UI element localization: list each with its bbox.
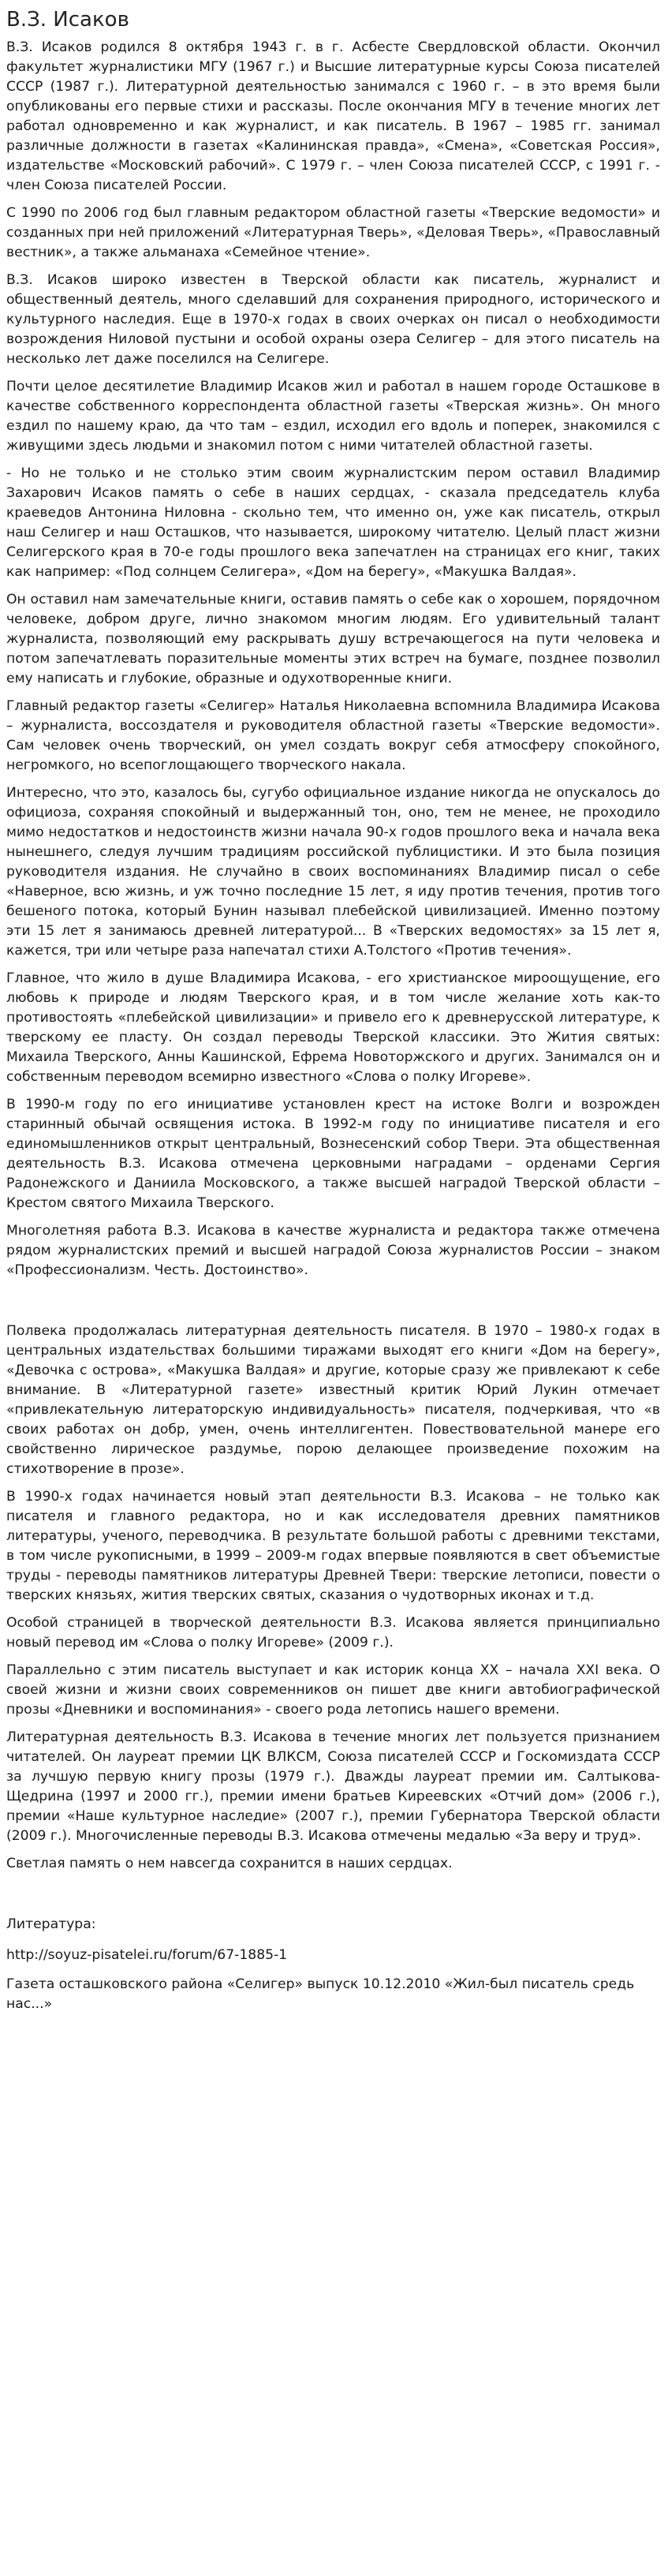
page-title: В.З. Исаков — [6, 8, 129, 32]
paragraph-ostashkov: Почти целое десятилетие Владимир Исаков жил и работал в нашем городе Осташкове в качестве собственного корреспондента областной газеты «Тверская жизнь». Он много ездил по нашему краю, да что там – ездил, исходил его вдоль и поперек, знакомился с живущими здесь людьми и знакомил потом с ними читателей областной газеты. — [6, 379, 660, 454]
paragraph-seliger: - Но не только и не столько этим своим журналистским пером оставил Владимир Захарович Исаков память о себе в наших сердцах, - сказала председатель клуба краеведов Антонина Ниловна - скольно тем, что именно он, уже как писатель, открыл наш Селигер и наш Осташков, что называется, широкому читателю. Целый пласт жизни Селигерского края в 70-е годы прошлого века запечатлен на страницах его книг, таких как например: «Под солнцем Селигера», «Дом на берегу», «Макушка Валдая». — [6, 465, 660, 580]
spacer — [6, 1882, 660, 1915]
paragraph-chief-editor: Главный редактор газеты «Селигер» Наталья Николаевна вспомнила Владимира Исакова – журналиста, воссоздателя и руководителя областной газеты «Тверские ведомости». Сам человек очень творческий, он умел создать вокруг себя атмосферу спокойного, негромкого, но всепоглощающего творческого накала. — [6, 698, 660, 773]
paragraph-public-figure: В.З. Исаков широко известен в Тверской области как писатель, журналист и общественный деятель, много сделавший для сохранения природного, исторического и культурного наследия. Еще в 1970-х годах в своих очерках он писал о необходимости возрождения Ниловой пустыни и особой охраны озера Селигер – для этого писатель на несколько лет даже поселился на Селигере. — [6, 272, 660, 367]
paragraph-christian-worldview: Главное, что жило в душе Владимира Исакова, - его христианское мироощущение, его любовь к природе и людям Тверского края, и в том числе желание хоть как-то противостоять «плебейской цивилизации» и привело его к древнерусской литературе, к тверскому ее пласту. Он создал переводы Тверской классики. Это Жития святых: Михаила Тверского, Анны Кашинской, Ефрема Новоторжского и других. Занимался он и собственным переводом всемирно известного «Слова о полку Игореве». — [6, 970, 660, 1085]
paragraph-editor: С 1990 по 2006 год был главным редактором областной газеты «Тверские ведомости» и созданных при ней приложений «Литературная Тверь», «Деловая Тверь», «Православный вестник», а также альманаха «Семейное чтение». — [6, 205, 660, 260]
paragraph-books: Он оставил нам замечательные книги, оставив память о себе как о хорошем, порядочном человеке, добром друге, лично знакомом многим людям. Его удивительный талант журналиста, позволяющий ему раскрывать душу встречающегося на пути человека и потом запечатлевать поразительные моменты этих встреч на бумаге, позднее позволил ему написать и глубокие, образные и одухотворенные книги. — [6, 592, 660, 686]
reference-source: Газета осташковского района «Селигер» выпуск 10.12.2010 «Жил-был писатель средь нас...» — [6, 1976, 635, 2012]
paragraph-prizes: Литературная деятельность В.З. Исакова в течение многих лет пользуется признанием читателей. Он лауреат премии ЦК ВЛКСМ, Союза писателей СССР и Госкомиздата СССР за лучшую первую книгу прозы (1979 г.). Дважды лауреат премии им. Салтыкова-Щедрина (1997 и 2000 гг.), премии имени братьев Киреевских «Отчий дом» (2006 г.), премии «Наше культурное наследие» (2007 г.), премии Губернатора Тверской области (2009 г.). Многочисленные переводы В.З. Исакова отмечены медалью «За веру и труд». — [6, 1729, 660, 1844]
paragraph-memory: Светлая память о нем навсегда сохранится в наших сердцах. — [6, 1856, 453, 1871]
paragraph-slovo: Особой страницей в творческой деятельности В.З. Исакова является принципиально новый перевод им «Слова о полку Игореве» (2009 г.). — [6, 1615, 660, 1651]
paragraph-tverskie-vedomosti: Интересно, что это, казалось бы, сугубо официальное издание никогда не опускалось до официоза, сохраняя спокойный и выдержанный тон, оно, тем не менее, не проходило мимо недостатков и недостоинств жизни начала 90-х годов прошлого века и начала века нынешнего, следуя лучшим традициям российской публицистики. И это была позиция руководителя издания. Не случайно в своих воспоминаниях Владимир писал о себе «Наверное, всю жизнь, и уж точно последние 15 лет, я иду против течения, против того бешеного потока, который Бунин называл плебейской цивилизацией. Именно поэтому эти 15 лет я занимаюсь древней литературой... В «Тверских ведомостях» за 15 лет я, кажется, три или четыре раза напечатал стихи А.Толстого «Против течения». — [6, 785, 660, 959]
references-heading: Литература: — [6, 1916, 96, 1932]
paragraph-literary-career: Полвека продолжалась литературная деятельность писателя. В 1970 – 1980-х годах в центральных издательствах большими тиражами выходят его книги «Дом на берегу», «Девочка с острова», «Макушка Валдая» и другие, которые сразу же привлекают к себе внимание. В «Литературной газете» известный критик Юрий Лукин отмечает «привлекательную литераторскую индивидуальность» писателя, подчеркивая, что «в своих работах он добр, умен, очень интеллигентен. Повествовательной манере его свойственно лирическое раздумье, порою делающее произведение похожим на стихотворение в прозе». — [6, 1323, 660, 1477]
paragraph-translations: В 1990-х годах начинается новый этап деятельности В.З. Исакова – не только как писателя и главного редактора, но и как исследователя древних памятников литературы, ученого, переводчика. В результате большой работы с древними текстами, в том числе рукописными, в 1999 – 2009-м годах впервые появляются в свет объемистые труды - переводы памятников литературы Древней Твери: тверские летописи, повести о тверских князьях, жития тверских святых, сказания о чудотворных иконах и т.д. — [6, 1489, 660, 1603]
reference-link[interactable]: http://soyuz-pisatelei.ru/forum/67-1885-1 — [6, 1947, 288, 1963]
paragraph-awards: Многолетняя работа В.З. Исакова в качестве журналиста и редактора также отмечена рядом журналистских премий и высшей наградой Союза журналистов России – знаком «Профессионализм. Честь. Достоинство». — [6, 1223, 660, 1278]
paragraph-biography: В.З. Исаков родился 8 октября 1943 г. в г. Асбесте Свердловской области. Окончил факультет журналистики МГУ (1967 г.) и Высшие литературные курсы Союза писателей СССР (1987 г.). Литературной деятельностью занимался с 1960 г. – в это время были опубликованы его первые стихи и рассказы. После окончания МГУ в течение многих лет работал одновременно и как журналист, и как писатель. В 1967 – 1985 гг. занимал различные должности в газетах «Калининская правда», «Смена», «Советская Россия», издательстве «Московский рабочий». С 1979 г. – член Союза писателей СССР, с 1991 г. - член Союза писателей России. — [6, 39, 660, 193]
spacer — [6, 1288, 660, 1322]
paragraph-volga-cross: В 1990-м году по его инициативе установлен крест на истоке Волги и возрожден старинный обычай освящения истока. В 1992-м году по инициативе писателя и его единомышленников открыт центральный, Вознесенский собор Твери. Эта общественная деятельность В.З. Исакова отмечена церковными наградами – орденами Сергия Радонежского и Даниила Московского, а также высшей наградой Тверской области – Крестом святого Михаила Тверского. — [6, 1097, 660, 1211]
paragraph-historian: Параллельно с этим писатель выступает и как историк конца XX – начала XXI века. О своей жизни и жизни своих современников он пишет две книги автобиографической прозы «Дневники и воспоминания» - своего рода летопись нашего времени. — [6, 1662, 660, 1718]
